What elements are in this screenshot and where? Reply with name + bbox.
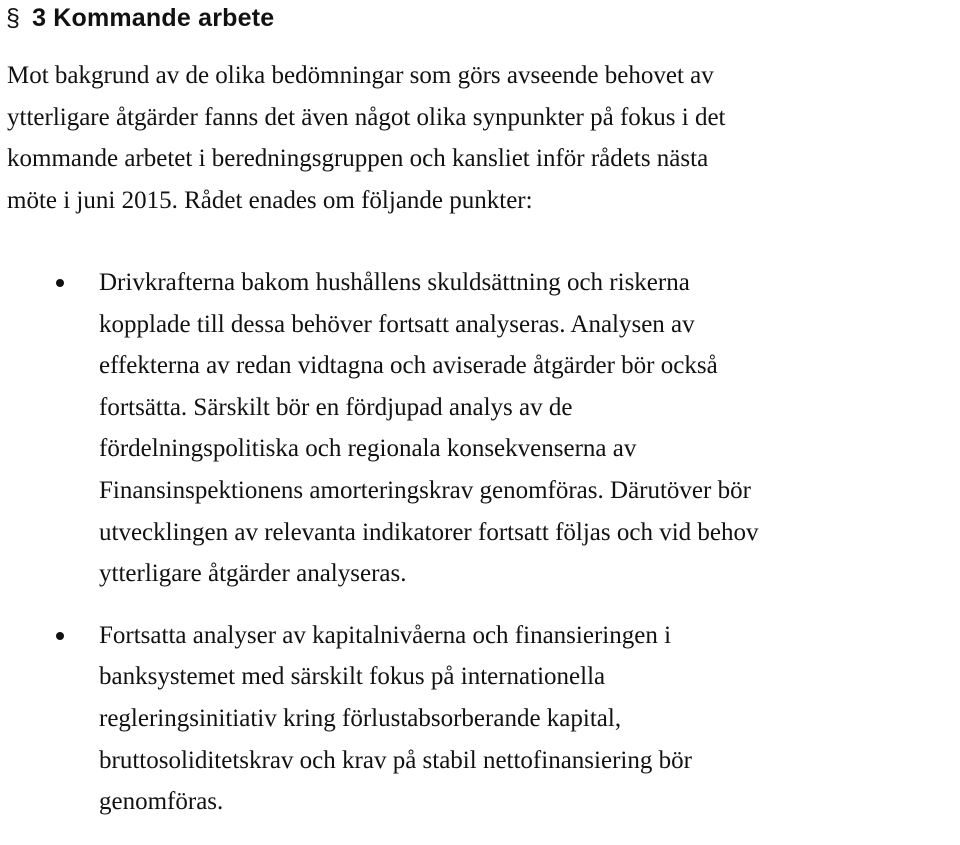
section-title: Kommande arbete	[53, 3, 275, 32]
intro-line: ytterligare åtgärder fanns det även något olika synpunkter på fokus i det	[7, 103, 726, 131]
bullet-line: fortsätta. Särskilt bör en fördjupad analys av de	[99, 393, 573, 421]
bullet-icon	[56, 279, 64, 287]
bullet-list	[0, 262, 960, 823]
bullet-line: Finansinspektionens amorteringskrav genomföras. Därutöver bör	[99, 476, 751, 504]
bullet-item	[0, 615, 960, 823]
bullet-line: Fortsatta analyser av kapitalnivåerna och finansieringen i	[99, 621, 672, 649]
bullet-icon	[56, 632, 64, 640]
intro-line: möte i juni 2015. Rådet enades om följande punkter:	[7, 186, 533, 214]
intro-line: Mot bakgrund av de olika bedömningar som görs avseende behovet av	[7, 62, 714, 89]
bullet-line: fördelningspolitiska och regionala konsekvenserna av	[99, 435, 637, 463]
bullet-line: ytterligare åtgärder analyseras.	[99, 560, 407, 588]
section-symbol: §	[6, 3, 21, 32]
intro-line: kommande arbetet i beredningsgruppen och kansliet inför rådets nästa	[7, 145, 709, 173]
bullet-line: effekterna av redan vidtagna och aviserade åtgärder bör också	[99, 352, 718, 380]
bullet-line: genomföras.	[99, 788, 224, 816]
bullet-line: kopplade till dessa behöver fortsatt analyseras. Analysen av	[99, 310, 695, 338]
section-number: 3	[32, 3, 47, 32]
bullet-line: banksystemet med särskilt fokus på internationella	[99, 663, 606, 691]
bullet-line: Drivkrafterna bakom hushållens skuldsättning och riskerna	[99, 269, 690, 296]
intro-paragraph	[7, 55, 953, 221]
bullet-item	[0, 262, 960, 595]
section-heading	[6, 0, 274, 36]
bullet-line: utvecklingen av relevanta indikatorer fortsatt följas och vid behov	[99, 518, 759, 546]
bullet-line: regleringsinitiativ kring förlustabsorberande kapital,	[99, 704, 622, 732]
bullet-line: bruttosoliditetskrav och krav på stabil nettofinansiering bör	[99, 746, 692, 774]
